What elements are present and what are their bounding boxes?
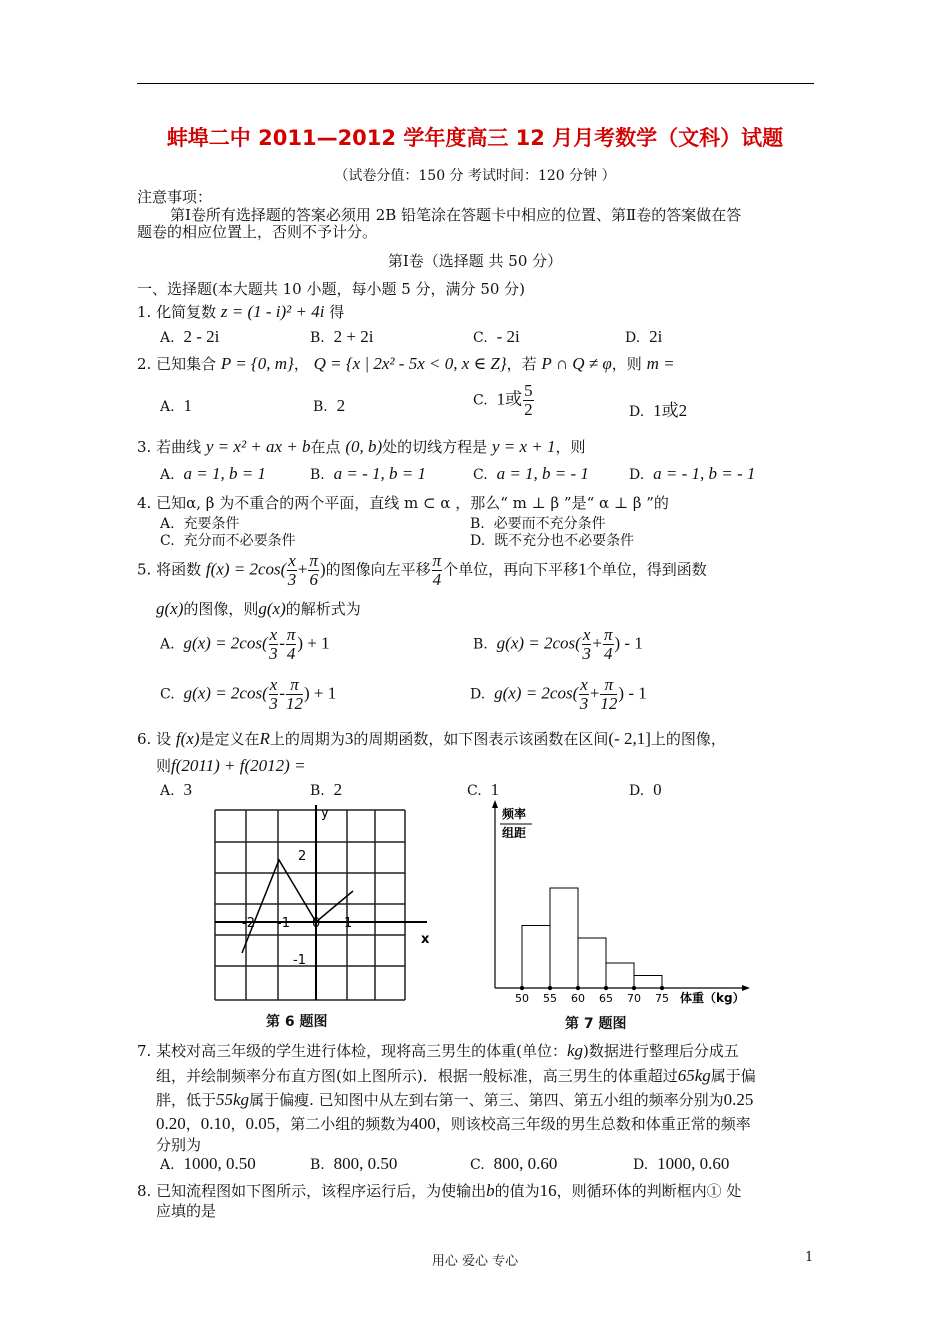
q3-option-b: B. a = - 1, b = 1 (310, 464, 427, 483)
q2-option-b: B. 2 (313, 396, 346, 415)
footer-slogan: 用心 爱心 专心 (431, 1254, 519, 1269)
histogram-bar (550, 888, 578, 988)
q7-option-b: B. 800, 0.50 (310, 1154, 398, 1173)
tick-label: 55 (543, 992, 557, 1005)
notice-line-1: 第Ⅰ卷所有选择题的答案必须用 2B 铅笔涂在答题卡中相应的位置、第Ⅱ卷的答案做在答 (170, 206, 742, 224)
q6-option-a: A. 3 (160, 780, 192, 799)
q4-option-a: A. 充要条件 (160, 516, 240, 532)
tick-label-neg2: -2 (242, 916, 255, 931)
question-4: 4. 已知α, β 为不重合的两个平面，直线 m ⊂ α ，那么“ m ⊥ β ”是“ α ⊥ β ”的 (137, 494, 669, 512)
y-axis-arrow (492, 800, 498, 808)
header-rule (137, 83, 814, 84)
question-text: 化简复数 (156, 303, 217, 321)
fraction: $\frac{5}{2}$ (524, 381, 533, 419)
histogram-bar (634, 976, 662, 989)
tick-dot (520, 986, 524, 990)
tick-label: 75 (655, 992, 669, 1005)
tick-dot (548, 986, 552, 990)
question-8: 8. 已知流程图如下图所示，该程序运行后，为使输出b的值为16，则循环体的判断框内① 处 (137, 1181, 742, 1200)
tick-dot (632, 986, 636, 990)
tick-label: 65 (599, 992, 613, 1005)
tick-label: 60 (571, 992, 585, 1005)
q4-option-b: B. 必要而不充分条件 (470, 516, 606, 532)
figure-7-histogram (480, 800, 770, 1010)
grid (215, 810, 405, 1000)
tick-label-neg1: -1 (277, 916, 290, 931)
tick-label: 70 (627, 992, 641, 1005)
q7-option-d: D. 1000, 0.60 (633, 1154, 730, 1173)
y-label-bottom: 组距 (502, 826, 527, 840)
q1-option-d: D. 2i (625, 327, 663, 346)
q3-option-a: A. a = 1, b = 1 (160, 464, 266, 483)
q6-option-b: B. 2 (310, 780, 343, 799)
question-5: 5. 将函数 f(x) = 2cos( $\frac{x}{3}$ + $\frac{\pi}{6}$ )的图像向左平移 $\frac{\pi}{4}$ 个单位，再向下平移1个单位，得到函数 (137, 551, 707, 589)
page-number: 1 (805, 1250, 814, 1265)
q2-option-d: D. 1或2 (629, 401, 688, 420)
exam-subtitle: （试卷分值：150 分 考试时间：120 分钟 ） (334, 168, 616, 184)
section-intro: 一、选择题(本大题共 10 小题，每小题 5 分，满分 50 分) (137, 280, 526, 298)
q7-option-a: A. 1000, 0.50 (160, 1154, 256, 1173)
q5-option-b: B. g(x) = 2cos( $\frac{x}{3}$ + $\frac{\pi}{4}$ ) - 1 (473, 625, 643, 663)
tick-label-two: 2 (298, 849, 307, 864)
tick-dot (660, 986, 664, 990)
tick-label: 50 (515, 992, 529, 1005)
q3-option-c: C. a = 1, b = - 1 (473, 464, 589, 483)
section-title: 第Ⅰ卷（选择题 共 50 分） (387, 252, 563, 270)
histogram-bar (606, 963, 634, 988)
question-2: 2. 已知集合 P = {0, m}， Q = {x | 2x² - 5x < 0, x ∈ Z}，若 P ∩ Q ≠ φ，则 m = (137, 354, 675, 373)
y-axis-label: y (321, 806, 329, 821)
x-axis-label: x (421, 932, 430, 947)
x-axis-label: 体重（kg） (680, 991, 745, 1005)
q1-option-a: A. 2 - 2i (160, 327, 220, 346)
exam-title: 蚌埠二中 2011—2012 学年度高三 12 月月考数学（文科）试题 (166, 126, 784, 150)
notice-heading: 注意事项： (137, 188, 213, 206)
histogram-bar (522, 926, 550, 989)
figure-6-caption: 第 6 题图 (266, 1014, 328, 1030)
question-3: 3. 若曲线 y = x² + ax + b在点 (0, b)处的切线方程是 y = x + 1，则 (137, 437, 586, 456)
tick-label-y-neg1: -1 (293, 953, 306, 968)
question-7-line-3: 胖，低于55kg属于偏瘦. 已知图中从左到右第一、第三、第四、第五小组的频率分别为0.25 (156, 1090, 754, 1109)
tick-label-one: 1 (344, 916, 353, 931)
question-7-line-5: 分别为 (156, 1136, 202, 1154)
question-math: z = (1 - i)² + 4i (220, 302, 325, 321)
question-6: 6. 设 f(x)是定义在R上的周期为3的周期函数，如下图表示该函数在区间(- 2,1]上的图像， (137, 729, 726, 748)
q1-option-b: B. 2 + 2i (310, 327, 374, 346)
tick-dot (576, 986, 580, 990)
q1-option-c: C. - 2i (473, 327, 520, 346)
figure-6-graph (205, 800, 435, 1005)
question-number: 1. (137, 303, 152, 321)
q4-option-c: C. 充分而不必要条件 (160, 533, 296, 549)
q5-option-c: C. g(x) = 2cos( $\frac{x}{3}$ - $\frac{\pi}{12}$ ) + 1 (160, 675, 337, 713)
q5-option-d: D. g(x) = 2cos( $\frac{x}{3}$ + $\frac{\pi}{12}$ ) - 1 (470, 675, 647, 713)
y-label-top: 频率 (502, 807, 527, 821)
question-5-line-2: g(x)的图像，则g(x)的解析式为 (156, 599, 361, 618)
function-curve (242, 860, 353, 953)
question-7: 7. 某校对高三年级的学生进行体检，现将高三男生的体重(单位：kg)数据进行整理后分成五 (137, 1041, 739, 1060)
question-7-line-4: 0.20，0.10，0.05，第二小组的频数为400，则该校高三年级的男生总数和体重正常的频率 (156, 1114, 751, 1133)
question-8-line-2: 应填的是 (156, 1202, 217, 1220)
question-text: 得 (329, 303, 345, 321)
question-6-line-2: 则f(2011) + f(2012) = (156, 756, 306, 775)
q6-option-c: C. 1 (467, 780, 500, 799)
q3-option-d: D. a = - 1, b = - 1 (629, 464, 756, 483)
q7-option-c: C. 800, 0.60 (470, 1154, 558, 1173)
histogram-bar (578, 938, 606, 988)
notice-line-2: 题卷的相应位置上，否则不予计分。 (137, 223, 378, 241)
q5-option-a: A. g(x) = 2cos( $\frac{x}{3}$ - $\frac{\pi}{4}$ ) + 1 (160, 625, 330, 663)
tick-label-zero: 0 (312, 916, 321, 931)
q4-option-d: D. 既不充分也不必要条件 (470, 533, 635, 549)
question-1 (137, 301, 344, 322)
q6-option-d: D. 0 (629, 780, 662, 799)
tick-dot (604, 986, 608, 990)
q2-option-a: A. 1 (160, 396, 192, 415)
figure-7-caption: 第 7 题图 (565, 1016, 627, 1032)
q2-option-c: C. 1或 $\frac{5}{2}$ (473, 381, 533, 419)
question-7-line-2: 组，并绘制频率分布直方图(如上图所示)．根据一般标准，高三男生的体重超过65kg属于偏 (156, 1066, 756, 1085)
